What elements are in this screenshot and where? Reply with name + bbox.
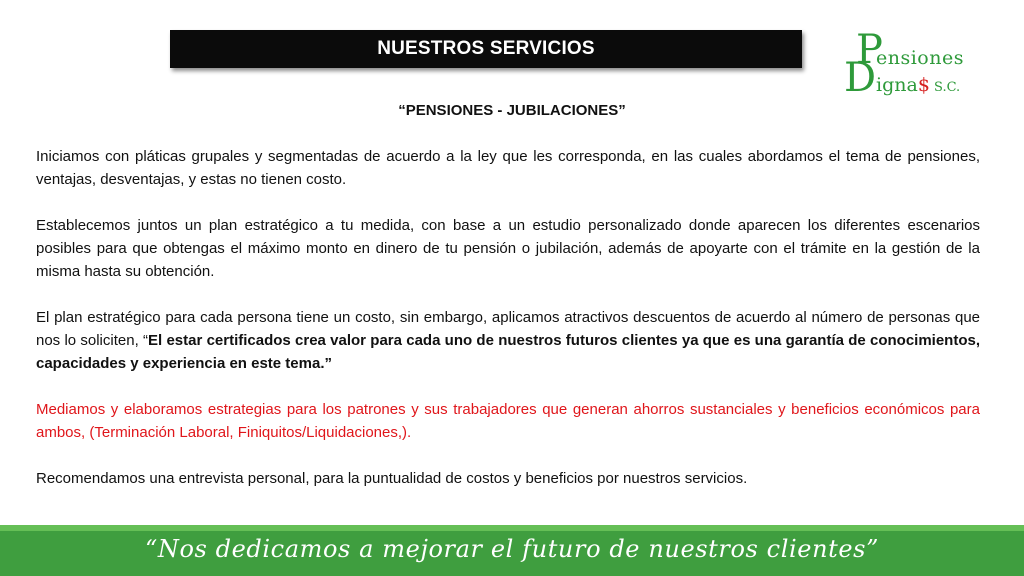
paragraph-strategic-plan: Establecemos juntos un plan estratégico a tu medida, con base a un estudio personalizado donde aparecen los diferentes escenarios posibles para que obtengas el máximo monto en dinero de tu pensión o jubilación, además de apoyarte con el trámite en la gestión de la misma hasta su obtención. bbox=[36, 217, 980, 280]
company-logo bbox=[836, 27, 986, 101]
logo-initial-p: P bbox=[856, 27, 883, 73]
services-content bbox=[36, 145, 980, 513]
paragraph-talks: Iniciamos con pláticas grupales y segmentadas de acuerdo a la ley que les corresponda, en las cuales abordamos el tema de pensiones, ventajas, desventajas, y estas no tienen costo. bbox=[36, 148, 980, 188]
logo-text-line2 bbox=[876, 74, 930, 96]
logo-initial-d: D bbox=[844, 55, 877, 101]
logo-dollar-sign: $ bbox=[917, 74, 930, 96]
header-bar bbox=[170, 30, 802, 68]
section-subtitle: “PENSIONES - JUBILACIONES” bbox=[398, 102, 626, 119]
logo-suffix: S.C. bbox=[934, 80, 961, 95]
page-title: NUESTROS SERVICIOS bbox=[377, 38, 595, 59]
logo-text-digna: igna bbox=[876, 74, 918, 96]
paragraph-recommendation: Recomendamos una entrevista personal, para la puntualidad de costos y beneficios por nuestros servicios. bbox=[36, 470, 748, 487]
footer-quote: “Nos dedicamos a mejorar el futuro de nuestros clientes” bbox=[145, 535, 879, 563]
footer-accent-stripe bbox=[0, 525, 1024, 531]
paragraph-cost-certification: El estar certificados crea valor para cada uno de nuestros futuros clientes ya que es una garantía de conocimientos, capacidades y experiencia en este tema.” bbox=[36, 332, 981, 372]
paragraph-cost bbox=[36, 306, 980, 375]
logo-text-line1: ensiones bbox=[876, 47, 964, 69]
paragraph-cost-text: El plan estratégico para cada persona tiene un costo, sin embargo, aplicamos atractivos descuentos de acuerdo al número de personas que nos lo soliciten, “ bbox=[36, 309, 980, 349]
paragraph-mediation: Mediamos y elaboramos estrategias para los patrones y sus trabajadores que generan ahorros sustanciales y beneficios económicos para ambos, (Terminación Laboral, Finiquitos/Liquidaciones,). bbox=[36, 401, 980, 441]
footer-banner bbox=[0, 525, 1024, 576]
